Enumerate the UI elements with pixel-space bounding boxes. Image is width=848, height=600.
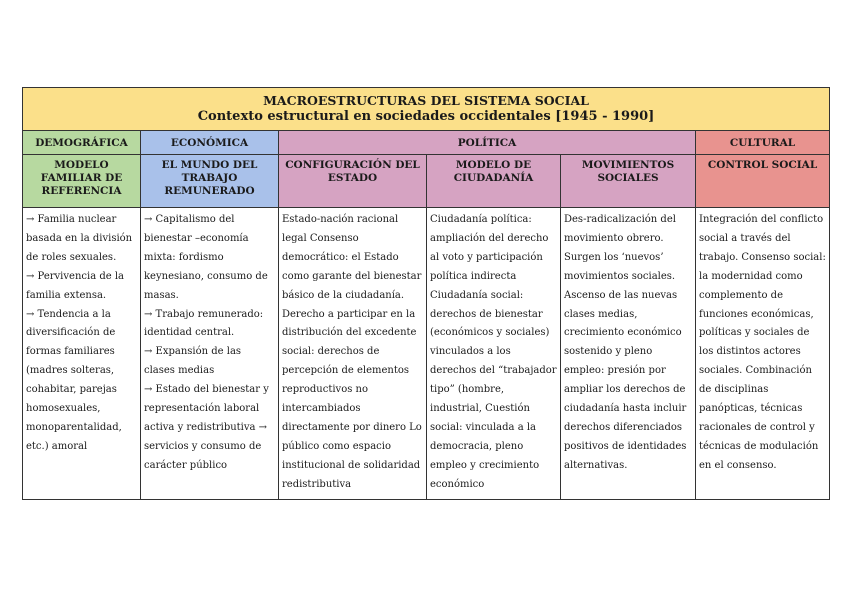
subheader-cultural: CONTROL SOCIAL [696,155,830,208]
bullet-item: → Pervivencia de la familia extensa. [26,270,124,301]
category-demografica: DEMOGRÁFICA [23,131,141,155]
subheader-economica: EL MUNDO DEL TRABAJO REMUNERADO [141,155,279,208]
bullet-item: → Capitalismo del bienestar –economía mixta: fordismo keynesiano, consumo de masas. [144,214,268,301]
bullet-item: → Tendencia a la diversificación de formas familiares (madres solteras, cohabitar, parejas homosexuales, monoparentalidad, etc.) amoral [26,308,122,452]
subheader-movimientos: MOVIMIENTOS SOCIALES [561,155,696,208]
title-line-2: Contexto estructural en sociedades occidentales [1945 - 1990] [197,109,655,124]
category-economica: ECONÓMICA [141,131,279,155]
subheader-ciudadania: MODELO DE CIUDADANÍA [427,155,561,208]
bullet-item: → Estado del bienestar y representación laboral activa y redistributiva → servicios y consumo de carácter público [144,384,269,471]
body-economica [141,208,279,500]
title-line-1: MACROESTRUCTURAS DEL SISTEMA SOCIAL [263,93,589,108]
body-cultural: Integración del conflicto social a través del trabajo. Consenso social: la modernidad como complemento de funciones económicas, políticas y sociales de los distintos actores sociales. Combinación de disciplinas panópticas, técnicas racionales de control y técnicas de modulación en el consenso. [696,208,830,500]
body-movimientos: Des-radicalización del movimiento obrero. Surgen los ‘nuevos’ movimientos sociales. Ascenso de las nuevas clases medias, crecimiento económico sostenido y pleno empleo: presión por ampliar los derechos de ciudadanía hasta incluir derechos diferenciados positivos de identidades alternativas. [561,208,696,500]
body-demografica [23,208,141,500]
bullet-item: → Expansión de las clases medias [144,346,242,377]
macrostructures-table [22,87,830,500]
body-ciudadania: Ciudadanía política: ampliación del derecho al voto y participación política indirecta Ciudadanía social: derechos de bienestar (económicos y sociales) vinculados a los derechos del “trabajador tipo” (hombre, industrial, Cuestión social: vinculada a la democracia, pleno empleo y crecimiento económico [427,208,561,500]
subheader-demografica: MODELO FAMILIAR DE REFERENCIA [23,155,141,208]
bullet-item: → Familia nuclear basada en la división de roles sexuales. [26,214,133,263]
category-cultural: CULTURAL [696,131,830,155]
table-title [23,88,830,131]
body-configuracion: Estado-nación racional legal Consenso democrático: el Estado como garante del bienestar básico de la ciudadanía. Derecho a participar en la distribución del excedente social: derechos de percepción de elementos reproductivos no intercambiados directamente por dinero Lo público como espacio institucional de solidaridad redistributiva [279,208,427,500]
category-politica: POLÍTICA [279,131,696,155]
subheader-configuracion: CONFIGURACIÓN DEL ESTADO [279,155,427,208]
bullet-item: → Trabajo remunerado: identidad central. [144,308,264,339]
